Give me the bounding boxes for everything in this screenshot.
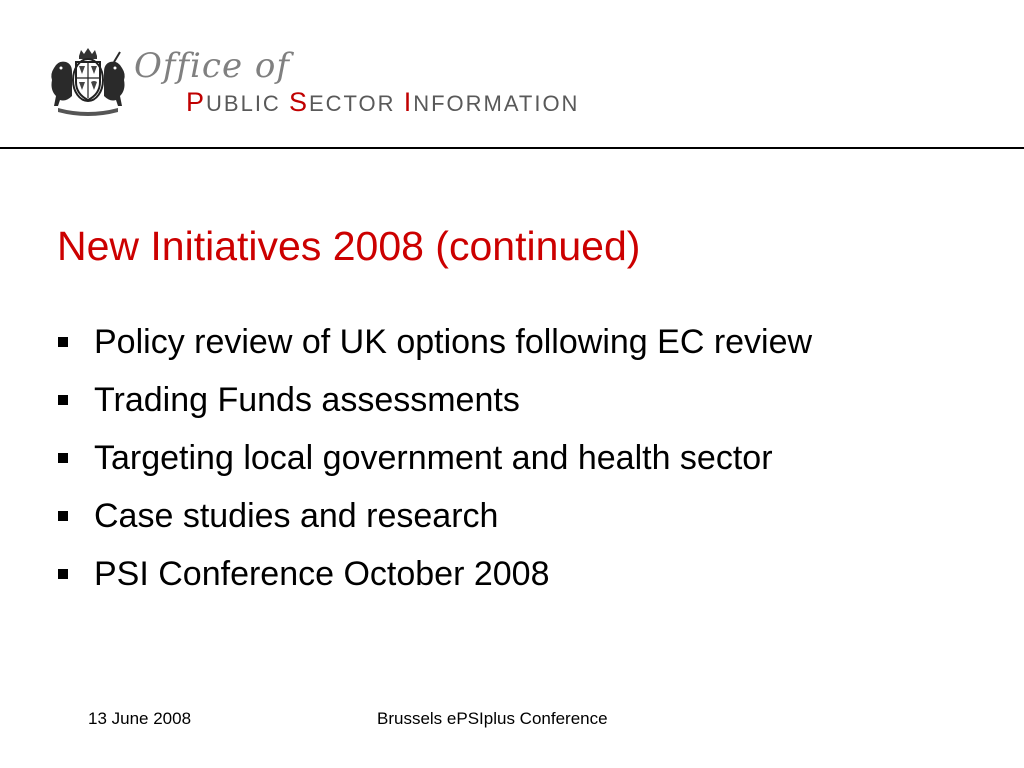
logo-office-of: Office of [134, 46, 290, 86]
square-bullet-icon [58, 511, 68, 521]
bullet-text: Trading Funds assessments [94, 381, 520, 419]
logo-initial-s: S [288, 87, 309, 117]
footer-event: Brussels ePSIplus Conference [377, 709, 608, 728]
logo-initial-i: I [403, 87, 414, 117]
bullet-item [57, 550, 997, 608]
royal-coat-of-arms-icon [48, 46, 128, 116]
bullet-text: PSI Conference October 2008 [94, 555, 550, 593]
footer-date: 13 June 2008 [88, 709, 192, 728]
square-bullet-icon [58, 453, 68, 463]
logo-initial-p: P [186, 87, 207, 117]
bullet-text: Policy review of UK options following EC review [94, 323, 813, 361]
bullet-item [57, 434, 997, 492]
bullet-list [57, 318, 997, 608]
bullet-item [57, 492, 997, 550]
square-bullet-icon [58, 337, 68, 347]
opsi-logo [48, 46, 608, 126]
bullet-text: Case studies and research [94, 497, 499, 535]
square-bullet-icon [58, 395, 68, 405]
header-divider [0, 147, 1024, 149]
bullet-text: Targeting local government and health sector [94, 439, 773, 477]
logo-word-sector: ECTOR [308, 91, 396, 116]
logo-word-public: UBLIC [206, 91, 281, 116]
logo-word-information: NFORMATION [413, 91, 580, 116]
bullet-item [57, 318, 997, 376]
bullet-item [57, 376, 997, 434]
slide-title: New Initiatives 2008 (continued) [57, 223, 641, 269]
logo-public-sector-information [186, 88, 579, 118]
square-bullet-icon [58, 569, 68, 579]
